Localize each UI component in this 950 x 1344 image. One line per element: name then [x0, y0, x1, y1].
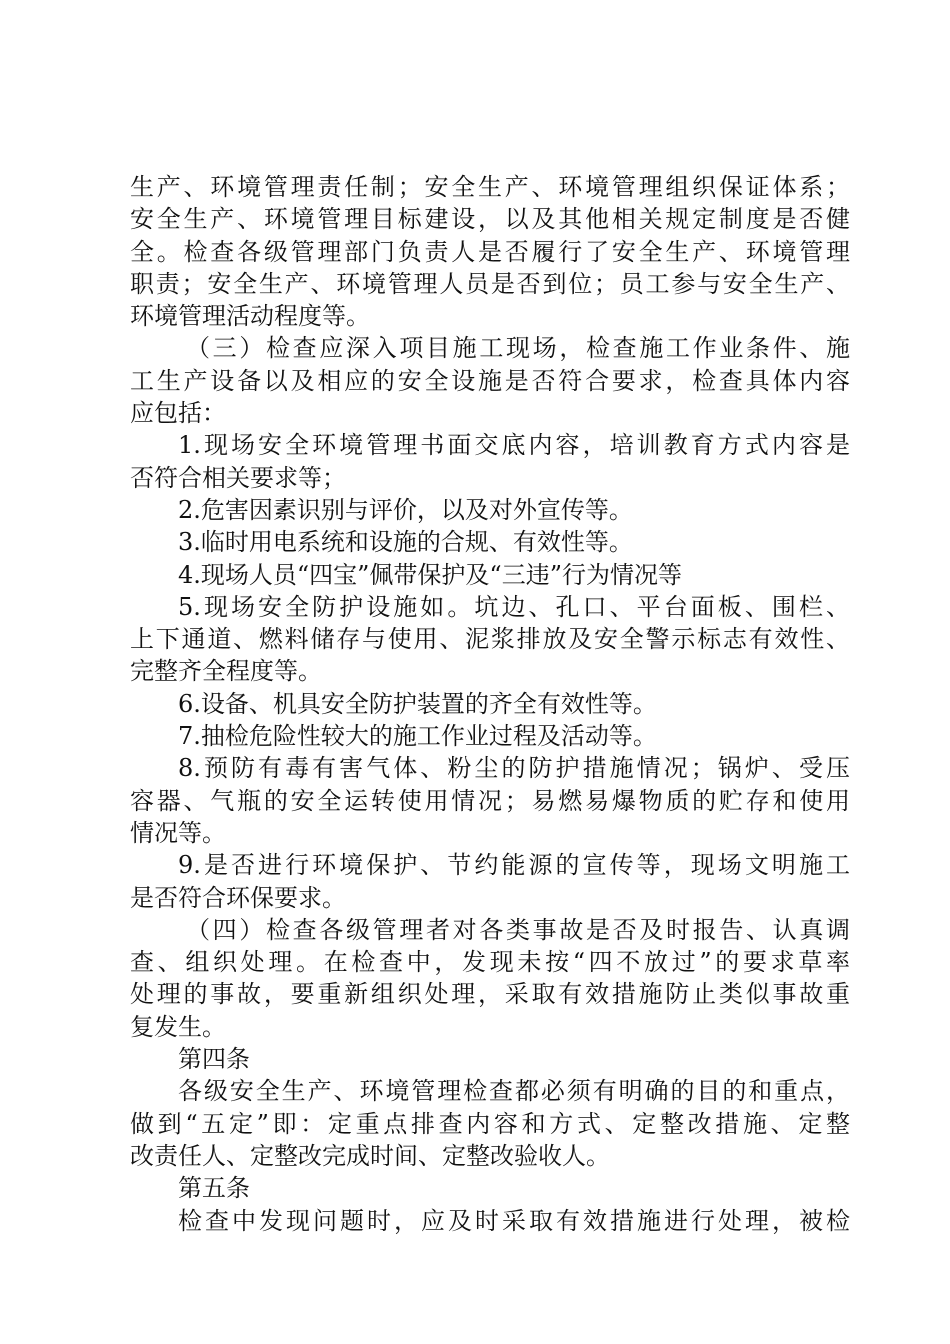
text-line: 环境管理活动程度等。: [130, 302, 370, 331]
list-item-7: 7.抽检危险性较大的施工作业过程及活动等。: [178, 722, 657, 751]
article-four-heading: 第四条: [178, 1045, 250, 1074]
text-line: 工生产设备以及相应的安全设施是否符合要求，检查具体内容: [130, 366, 850, 395]
list-item-2: 2.危害因素识别与评价，以及对外宣传等。: [178, 495, 633, 524]
document-body: [130, 171, 850, 1237]
text-line: 复发生。: [130, 1012, 226, 1041]
section-three-heading-line: （三）检查应深入项目施工现场，检查施工作业条件、施: [186, 334, 850, 363]
text-line: 上下通道、燃料储存与使用、泥浆排放及安全警示标志有效性、: [130, 625, 850, 654]
text-line: 完整齐全程度等。: [130, 657, 322, 686]
text-line: 是否符合环保要求。: [130, 883, 346, 912]
text-line: 情况等。: [130, 818, 226, 847]
section-four-heading-line: （四）检查各级管理者对各类事故是否及时报告、认真调: [186, 915, 850, 944]
list-item-6: 6.设备、机具安全防护装置的齐全有效性等。: [178, 689, 657, 718]
list-item-4: 4.现场人员“四宝”佩带保护及“三违”行为情况等: [178, 560, 682, 589]
text-line: 生产、环境管理责任制；安全生产、环境管理组织保证体系；: [130, 173, 850, 201]
text-line: 应包括：: [130, 399, 226, 428]
text-line: 全。检查各级管理部门负责人是否履行了安全生产、环境管理: [130, 237, 850, 266]
text-line: 做到“五定”即：定重点排查内容和方式、定整改措施、定整: [130, 1109, 850, 1138]
text-line: 处理的事故，要重新组织处理，采取有效措施防止类似事故重: [130, 980, 850, 1009]
list-item-5: 5.现场安全防护设施如。坑边、孔口、平台面板、围栏、: [178, 592, 850, 621]
list-item-8: 8.预防有毒有害气体、粉尘的防护措施情况；锅炉、受压: [178, 754, 850, 783]
text-line: 职责；安全生产、环境管理人员是否到位；员工参与安全生产、: [130, 269, 850, 298]
text-line: 容器、气瓶的安全运转使用情况；易燃易爆物质的贮存和使用: [130, 786, 850, 815]
list-item-3: 3.临时用电系统和设施的合规、有效性等。: [178, 528, 633, 557]
list-item-1: 1.现场安全环境管理书面交底内容，培训教育方式内容是: [178, 431, 850, 460]
text-line: 各级安全生产、环境管理检查都必须有明确的目的和重点，: [178, 1077, 850, 1106]
article-five-heading: 第五条: [178, 1174, 250, 1203]
text-line: 改责任人、定整改完成时间、定整改验收人。: [130, 1141, 610, 1170]
text-line: 否符合相关要求等；: [130, 463, 346, 492]
list-item-9: 9.是否进行环境保护、节约能源的宣传等，现场文明施工: [178, 851, 850, 880]
text-line: 检查中发现问题时，应及时采取有效措施进行处理，被检: [178, 1206, 850, 1235]
text-line: 查、组织处理。在检查中，发现未按“四不放过”的要求草率: [130, 948, 850, 977]
text-line: 安全生产、环境管理目标建设，以及其他相关规定制度是否健: [130, 205, 850, 234]
